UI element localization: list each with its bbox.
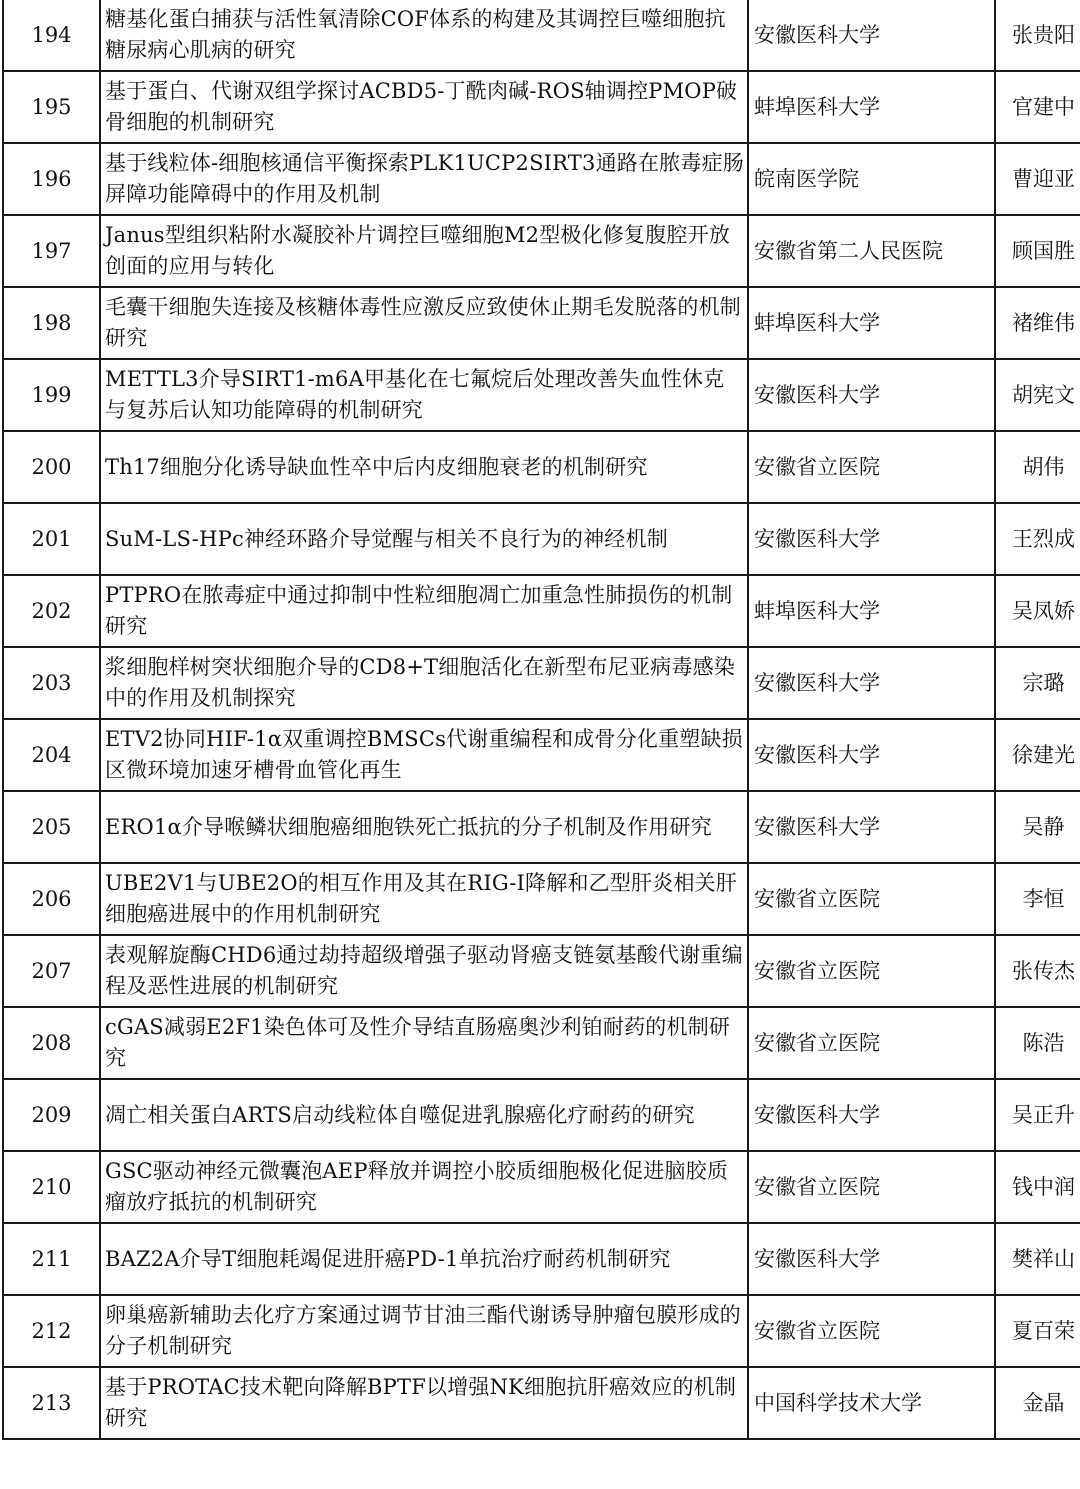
table-row — [3, 791, 1080, 863]
principal-investigator: 李恒 — [995, 863, 1080, 935]
institution: 安徽医科大学 — [748, 1079, 995, 1151]
project-title-text: ERO1α介导喉鳞状细胞癌细胞铁死亡抵抗的分子机制及作用研究 — [105, 814, 712, 839]
project-title — [100, 935, 748, 1007]
principal-investigator: 宗璐 — [995, 647, 1080, 719]
table-row — [3, 719, 1080, 791]
institution: 安徽省立医院 — [748, 935, 995, 1007]
project-number: 207 — [3, 935, 100, 1007]
project-title-text: METTL3介导SIRT1-m6A甲基化在七氟烷后处理改善失血性休克与复苏后认知功能障碍的机制研究 — [105, 367, 725, 422]
project-table — [2, 0, 1080, 1440]
project-number: 206 — [3, 863, 100, 935]
institution: 蚌埠医科大学 — [748, 575, 995, 647]
principal-investigator: 张贵阳 — [995, 0, 1080, 71]
principal-investigator: 曹迎亚 — [995, 143, 1080, 215]
table-row — [3, 503, 1080, 575]
institution: 安徽省立医院 — [748, 1151, 995, 1223]
project-title — [100, 503, 748, 575]
institution: 皖南医学院 — [748, 143, 995, 215]
project-title-text: GSC驱动神经元微囊泡AEP释放并调控小胶质细胞极化促进脑胶质瘤放疗抵抗的机制研究 — [105, 1159, 729, 1214]
project-title-text: 基于蛋白、代谢双组学探讨ACBD5-丁酰肉碱-ROS轴调控PMOP破骨细胞的机制研究 — [105, 79, 738, 134]
institution: 安徽医科大学 — [748, 719, 995, 791]
institution: 安徽省立医院 — [748, 863, 995, 935]
project-title — [100, 1079, 748, 1151]
institution: 安徽医科大学 — [748, 647, 995, 719]
project-title-text: 凋亡相关蛋白ARTS启动线粒体自噬促进乳腺癌化疗耐药的研究 — [105, 1102, 695, 1127]
table-row — [3, 1367, 1080, 1439]
project-title-text: PTPRO在脓毒症中通过抑制中性粒细胞凋亡加重急性肺损伤的机制研究 — [105, 583, 733, 638]
project-title — [100, 71, 748, 143]
project-title — [100, 431, 748, 503]
principal-investigator: 王烈成 — [995, 503, 1080, 575]
table-row — [3, 287, 1080, 359]
project-title-text: ETV2协同HIF-1α双重调控BMSCs代谢重编程和成骨分化重塑缺损区微环境加速牙槽骨血管化再生 — [105, 727, 743, 782]
project-number: 201 — [3, 503, 100, 575]
project-title-text: 糖基化蛋白捕获与活性氧清除COF体系的构建及其调控巨噬细胞抗糖尿病心肌病的研究 — [105, 7, 726, 62]
project-title-text: cGAS减弱E2F1染色体可及性介导结直肠癌奥沙利铂耐药的机制研究 — [105, 1015, 731, 1070]
project-title — [100, 1151, 748, 1223]
table-row — [3, 863, 1080, 935]
project-title-text: 基于PROTAC技术靶向降解BPTF以增强NK细胞抗肝癌效应的机制研究 — [105, 1375, 737, 1430]
project-title — [100, 719, 748, 791]
principal-investigator: 胡伟 — [995, 431, 1080, 503]
project-title-text: Th17细胞分化诱导缺血性卒中后内皮细胞衰老的机制研究 — [105, 454, 648, 479]
principal-investigator: 吴静 — [995, 791, 1080, 863]
institution: 安徽医科大学 — [748, 503, 995, 575]
project-number: 195 — [3, 71, 100, 143]
project-number: 204 — [3, 719, 100, 791]
project-title-text: 毛囊干细胞失连接及核糖体毒性应激反应致使休止期毛发脱落的机制研究 — [105, 295, 741, 350]
project-number: 200 — [3, 431, 100, 503]
principal-investigator: 陈浩 — [995, 1007, 1080, 1079]
principal-investigator: 吴正升 — [995, 1079, 1080, 1151]
project-number: 194 — [3, 0, 100, 71]
project-title — [100, 287, 748, 359]
project-title — [100, 0, 748, 71]
principal-investigator: 张传杰 — [995, 935, 1080, 1007]
project-title-text: 浆细胞样树突状细胞介导的CD8+T细胞活化在新型布尼亚病毒感染中的作用及机制探究 — [105, 655, 736, 710]
project-number: 197 — [3, 215, 100, 287]
project-number: 205 — [3, 791, 100, 863]
table-row — [3, 143, 1080, 215]
table-row — [3, 1151, 1080, 1223]
project-number: 202 — [3, 575, 100, 647]
project-title-text: BAZ2A介导T细胞耗竭促进肝癌PD-1单抗治疗耐药机制研究 — [105, 1246, 671, 1271]
principal-investigator: 胡宪文 — [995, 359, 1080, 431]
institution: 安徽医科大学 — [748, 1223, 995, 1295]
project-number: 213 — [3, 1367, 100, 1439]
project-number: 210 — [3, 1151, 100, 1223]
table-row — [3, 215, 1080, 287]
principal-investigator: 金晶 — [995, 1367, 1080, 1439]
institution: 安徽医科大学 — [748, 0, 995, 71]
principal-investigator: 顾国胜 — [995, 215, 1080, 287]
institution: 安徽省立医院 — [748, 1007, 995, 1079]
project-title — [100, 647, 748, 719]
project-title-text: 表观解旋酶CHD6通过劫持超级增强子驱动肾癌支链氨基酸代谢重编程及恶性进展的机制研究 — [105, 943, 743, 998]
project-number: 211 — [3, 1223, 100, 1295]
project-title — [100, 143, 748, 215]
project-title — [100, 215, 748, 287]
project-title — [100, 1007, 748, 1079]
institution: 安徽省立医院 — [748, 431, 995, 503]
table-row — [3, 647, 1080, 719]
principal-investigator: 吴凤娇 — [995, 575, 1080, 647]
table-row — [3, 431, 1080, 503]
table-row — [3, 71, 1080, 143]
principal-investigator: 夏百荣 — [995, 1295, 1080, 1367]
project-number: 212 — [3, 1295, 100, 1367]
table-row — [3, 1007, 1080, 1079]
project-title — [100, 1295, 748, 1367]
table-row — [3, 0, 1080, 71]
institution: 安徽省立医院 — [748, 1295, 995, 1367]
table-row — [3, 935, 1080, 1007]
institution: 安徽医科大学 — [748, 359, 995, 431]
project-number: 199 — [3, 359, 100, 431]
project-title — [100, 1367, 748, 1439]
project-title-text: SuM-LS-HPc神经环路介导觉醒与相关不良行为的神经机制 — [105, 526, 668, 551]
project-title — [100, 1223, 748, 1295]
project-title-text: 卵巢癌新辅助去化疗方案通过调节甘油三酯代谢诱导肿瘤包膜形成的分子机制研究 — [105, 1303, 741, 1358]
project-title-text: UBE2V1与UBE2O的相互作用及其在RIG-I降解和乙型肝炎相关肝细胞癌进展中的作用机制研究 — [105, 871, 738, 926]
project-number: 209 — [3, 1079, 100, 1151]
project-title — [100, 575, 748, 647]
institution: 安徽医科大学 — [748, 791, 995, 863]
project-title — [100, 863, 748, 935]
institution: 蚌埠医科大学 — [748, 71, 995, 143]
principal-investigator: 钱中润 — [995, 1151, 1080, 1223]
project-number: 198 — [3, 287, 100, 359]
project-title-text: 基于线粒体-细胞核通信平衡探索PLK1UCP2SIRT3通路在脓毒症肠屏障功能障碍中的作用及机制 — [105, 151, 744, 206]
project-title — [100, 791, 748, 863]
table-row — [3, 1223, 1080, 1295]
project-title — [100, 359, 748, 431]
project-number: 196 — [3, 143, 100, 215]
table-row — [3, 575, 1080, 647]
table-row — [3, 1295, 1080, 1367]
principal-investigator: 徐建光 — [995, 719, 1080, 791]
institution: 蚌埠医科大学 — [748, 287, 995, 359]
project-title-text: Janus型组织粘附水凝胶补片调控巨噬细胞M2型极化修复腹腔开放创面的应用与转化 — [105, 223, 731, 278]
project-table-body — [3, 0, 1080, 1439]
table-row — [3, 1079, 1080, 1151]
table-row — [3, 359, 1080, 431]
institution: 安徽省第二人民医院 — [748, 215, 995, 287]
project-number: 203 — [3, 647, 100, 719]
principal-investigator: 樊祥山 — [995, 1223, 1080, 1295]
institution: 中国科学技术大学 — [748, 1367, 995, 1439]
principal-investigator: 褚维伟 — [995, 287, 1080, 359]
project-number: 208 — [3, 1007, 100, 1079]
principal-investigator: 官建中 — [995, 71, 1080, 143]
